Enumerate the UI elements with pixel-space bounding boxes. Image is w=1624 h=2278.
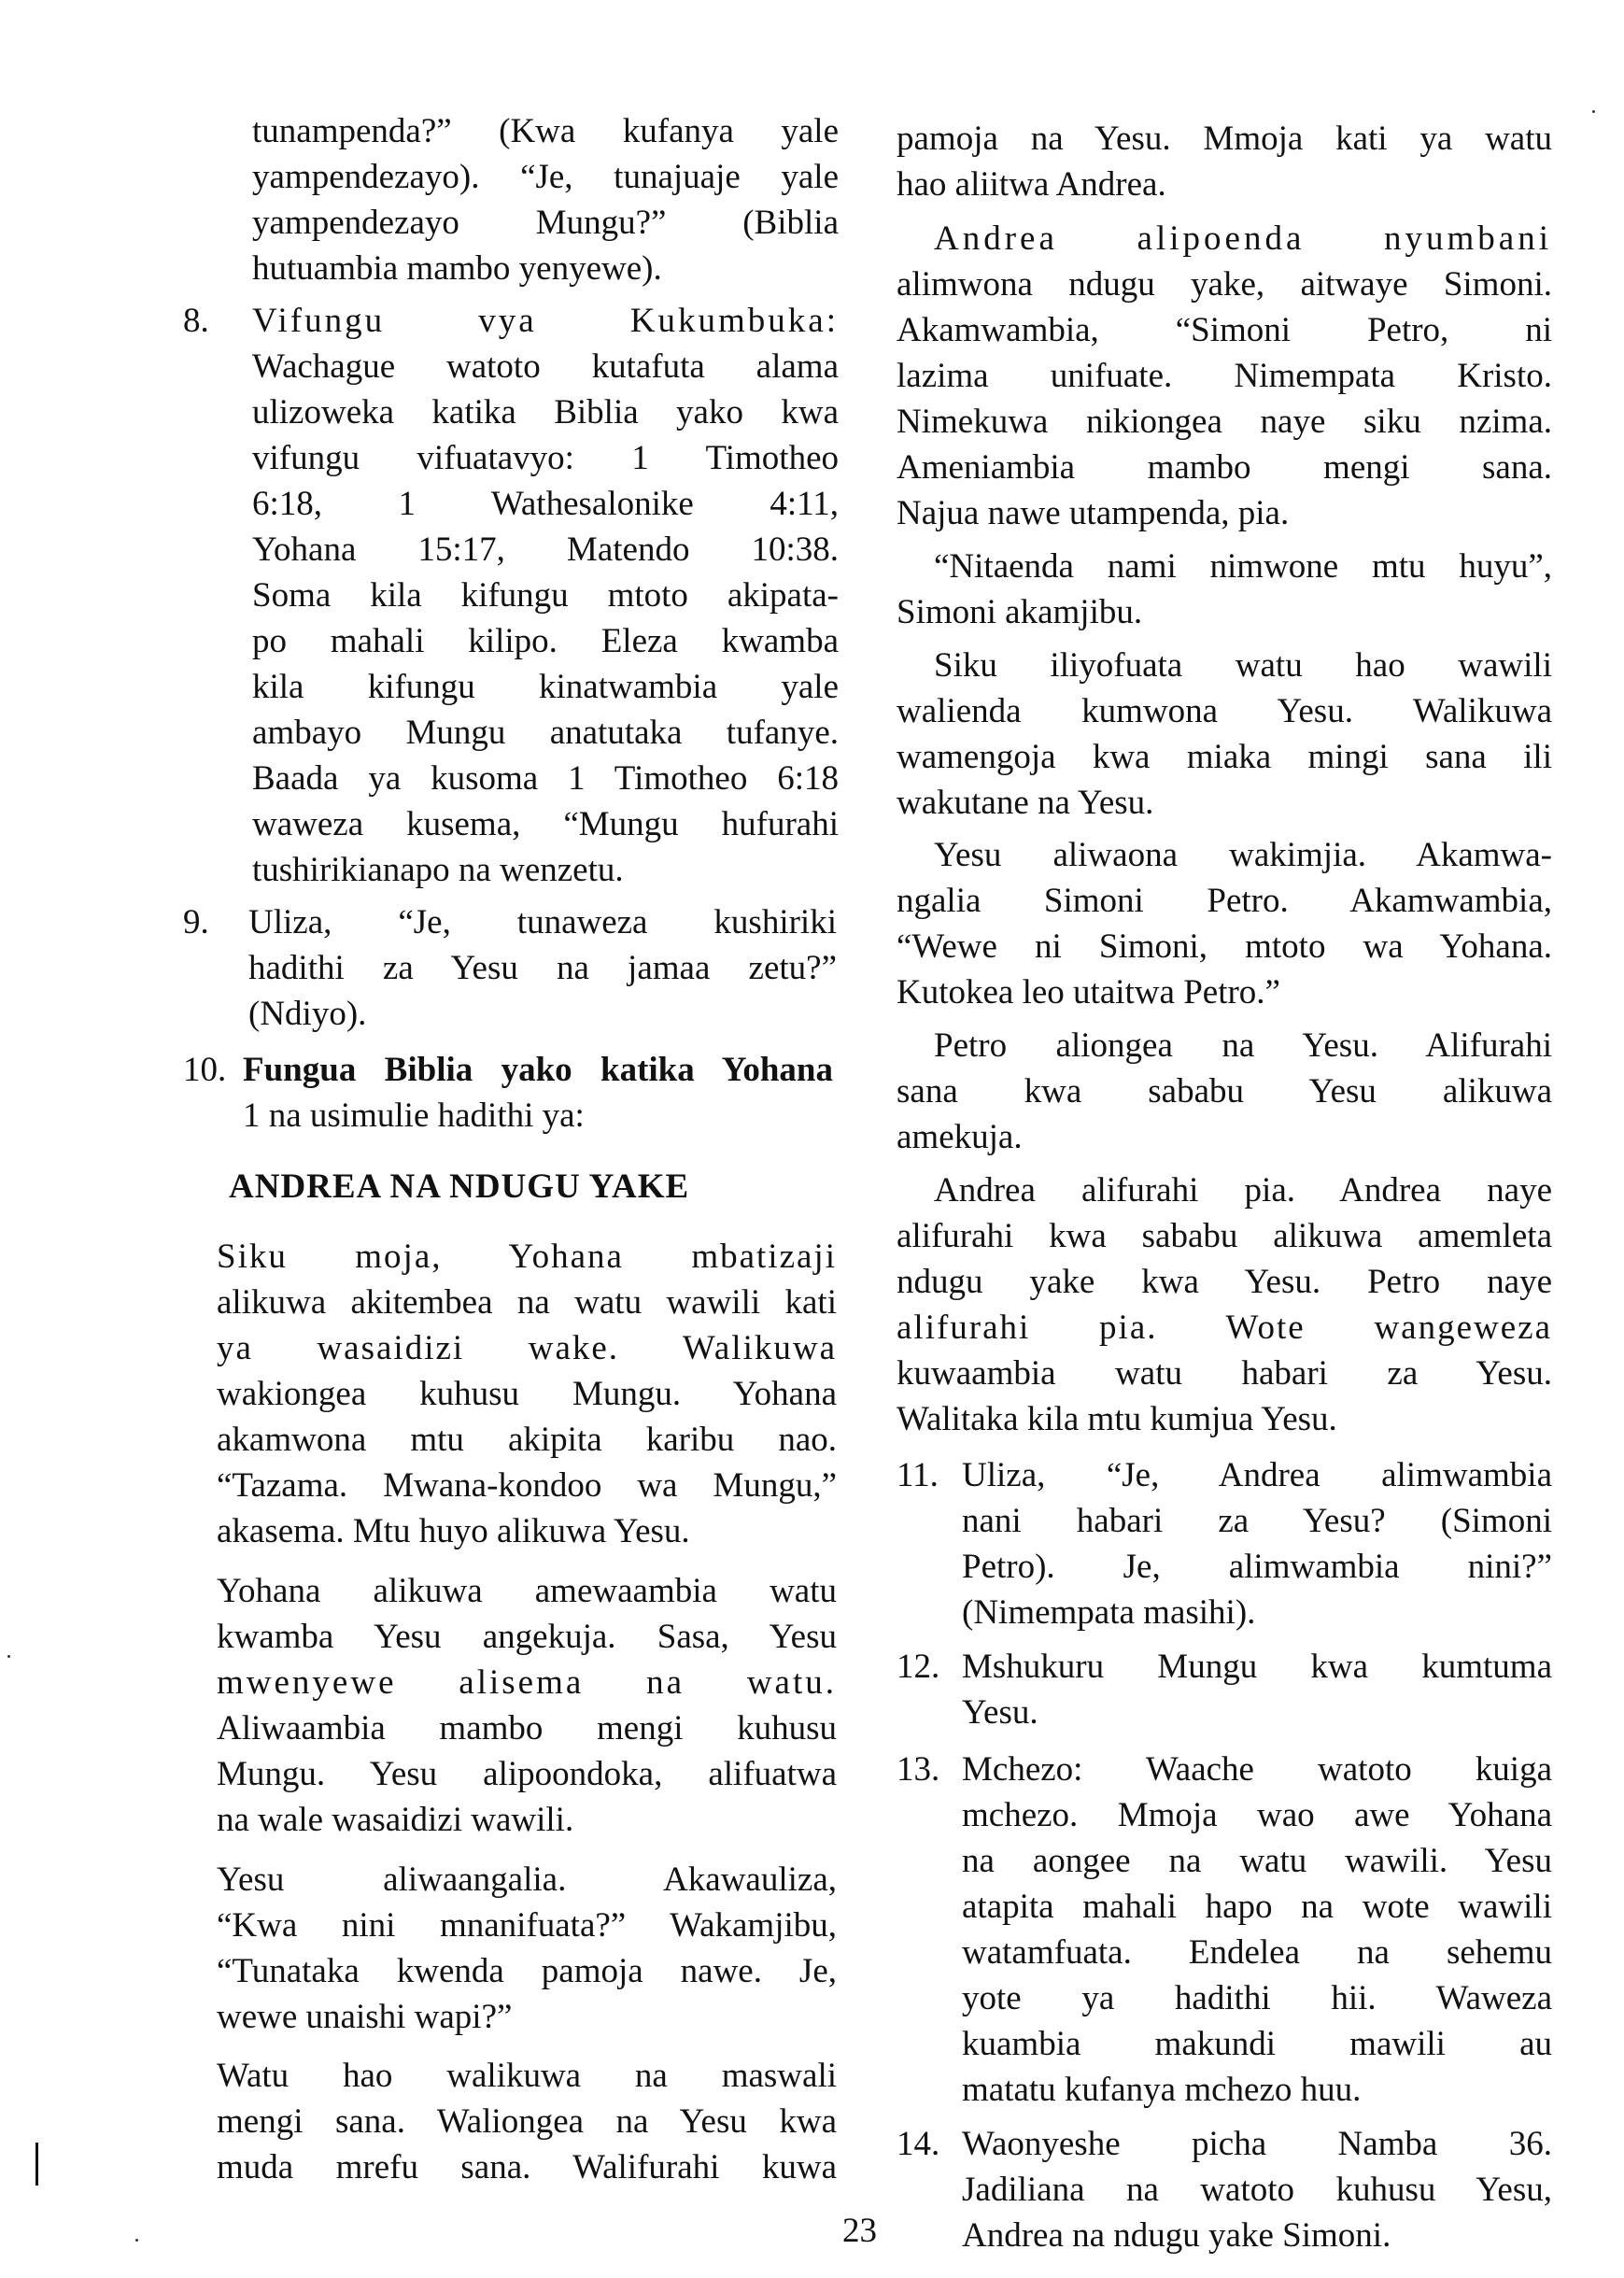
- text-line: kuambia makundi mawili au: [962, 2025, 1552, 2063]
- text-line: Vifungu vya Kukumbuka:: [252, 302, 839, 340]
- page-number: 23: [842, 2212, 877, 2250]
- item-number: 12.: [897, 1648, 940, 1686]
- text-line: “Wewe ni Simoni, mtoto wa Yohana.: [897, 927, 1552, 966]
- scan-speck: [1592, 110, 1595, 113]
- text-line: Yesu aliwaona wakimjia. Akamwa-: [934, 836, 1552, 874]
- text-line: alifurahi pia. Wote wangeweza: [897, 1309, 1552, 1347]
- text-line: nani habari za Yesu? (Simoni: [962, 1502, 1552, 1540]
- text-line: ulizoweka katika Biblia yako kwa: [252, 393, 839, 432]
- text-line: muda mrefu sana. Walifurahi kuwa: [217, 2148, 837, 2186]
- text-line: yote ya hadithi hii. Waweza: [962, 1979, 1552, 2017]
- item-number: 10.: [183, 1051, 227, 1089]
- text-line: Nimekuwa nikiongea naye siku nzima.: [897, 403, 1552, 441]
- text-line: “Nitaenda nami nimwone mtu huyu”,: [934, 547, 1552, 586]
- text-line: Yesu aliwaangalia. Akawauliza,: [217, 1861, 837, 1899]
- text-line: Najua nawe utampenda, pia.: [897, 494, 1290, 532]
- item-number: 9.: [183, 903, 209, 941]
- text-line: Andrea alifurahi pia. Andrea naye: [934, 1171, 1552, 1210]
- text-line: Kutokea leo utaitwa Petro.”: [897, 973, 1280, 1012]
- text-line: “Tunataka kwenda pamoja nawe. Je,: [217, 1952, 837, 1990]
- item-number: 13.: [897, 1750, 940, 1789]
- text-line: wakutane na Yesu.: [897, 784, 1154, 822]
- text-line: Yohana 15:17, Matendo 10:38.: [252, 531, 839, 569]
- text-line: na wale wasaidizi wawili.: [217, 1801, 574, 1839]
- text-line: Mungu. Yesu alipoondoka, alifuatwa: [217, 1755, 837, 1793]
- text-line: vifungu vifuatavyo: 1 Timotheo: [252, 439, 839, 477]
- text-line: Jadiliana na watoto kuhusu Yesu,: [962, 2171, 1552, 2209]
- text-line: Akamwambia, “Simoni Petro, ni: [897, 311, 1552, 349]
- item-number: 14.: [897, 2125, 940, 2163]
- text-line: wakiongea kuhusu Mungu. Yohana: [217, 1375, 837, 1413]
- text-line: alikuwa akitembea na watu wawili kati: [217, 1283, 837, 1322]
- text-line: 6:18, 1 Wathesalonike 4:11,: [252, 485, 839, 523]
- text-line: tunampenda?” (Kwa kufanya yale: [252, 112, 839, 150]
- text-line: 1 na usimulie hadithi ya:: [243, 1097, 585, 1135]
- text-line: lazima unifuate. Nimempata Kristo.: [897, 357, 1552, 395]
- text-line: kwamba Yesu angekuja. Sasa, Yesu: [217, 1618, 837, 1656]
- text-line-bold: Fungua Biblia yako katika Yohana: [243, 1051, 833, 1089]
- text-line: sana kwa sababu Yesu alikuwa: [897, 1072, 1552, 1111]
- text-line: Baada ya kusoma 1 Timotheo 6:18: [252, 759, 839, 798]
- text-line: mengi sana. Waliongea na Yesu kwa: [217, 2102, 837, 2141]
- text-line: po mahali kilipo. Eleza kwamba: [252, 622, 839, 660]
- text-line: Mshukuru Mungu kwa kumtuma: [962, 1648, 1552, 1686]
- item-number: 8.: [183, 302, 209, 340]
- text-line: Watu hao walikuwa na maswali: [217, 2057, 837, 2095]
- scan-speck: [7, 1655, 10, 1658]
- text-line: Yohana alikuwa amewaambia watu: [217, 1572, 837, 1610]
- text-line: Andrea alipoenda nyumbani: [934, 219, 1552, 258]
- text-line: Petro aliongea na Yesu. Alifurahi: [934, 1026, 1552, 1065]
- text-line: yampendezayo). “Je, tunajuaje yale: [252, 158, 839, 196]
- text-line: kila kifungu kinatwambia yale: [252, 668, 839, 706]
- text-line: ya wasaidizi wake. Walikuwa: [217, 1329, 837, 1367]
- text-line: “Tazama. Mwana-kondoo wa Mungu,”: [217, 1466, 837, 1505]
- text-line: waweza kusema, “Mungu hufurahi: [252, 805, 839, 843]
- text-line: Andrea na ndugu yake Simoni.: [962, 2216, 1391, 2255]
- text-line: alimwona ndugu yake, aitwaye Simoni.: [897, 265, 1552, 304]
- item-number: 11.: [897, 1456, 939, 1494]
- text-line: Walitaka kila mtu kumjua Yesu.: [897, 1400, 1337, 1438]
- text-line: amekuja.: [897, 1118, 1023, 1156]
- text-line: yampendezayo Mungu?” (Biblia: [252, 204, 839, 242]
- text-line: akamwona mtu akipita karibu nao.: [217, 1421, 837, 1459]
- text-line: wamengoja kwa miaka mingi sana ili: [897, 738, 1552, 776]
- text-line: Ameniambia mambo mengi sana.: [897, 448, 1552, 487]
- text-line: Petro). Je, alimwambia nini?”: [962, 1548, 1552, 1586]
- text-line: ndugu yake kwa Yesu. Petro naye: [897, 1263, 1552, 1301]
- text-line: “Kwa nini mnanifuata?” Wakamjibu,: [217, 1906, 837, 1945]
- text-line: Aliwaambia mambo mengi kuhusu: [217, 1709, 837, 1747]
- text-line: walienda kumwona Yesu. Walikuwa: [897, 692, 1552, 730]
- text-line: Mchezo: Waache watoto kuiga: [962, 1750, 1552, 1789]
- text-line: akasema. Mtu huyo alikuwa Yesu.: [217, 1512, 690, 1550]
- text-line: hutuambia mambo yenyewe).: [252, 249, 662, 288]
- text-line: Simoni akamjibu.: [897, 593, 1143, 631]
- text-line: Yesu.: [962, 1693, 1038, 1732]
- text-line: Soma kila kifungu mtoto akipata-: [252, 576, 839, 615]
- text-line: alifurahi kwa sababu alikuwa amemleta: [897, 1217, 1552, 1255]
- text-line: kuwaambia watu habari za Yesu.: [897, 1354, 1552, 1393]
- text-line: (Ndiyo).: [248, 995, 367, 1033]
- text-line: na aongee na watu wawili. Yesu: [962, 1842, 1552, 1880]
- story-heading: ANDREA NA NDUGU YAKE: [229, 1167, 690, 1206]
- text-line: watamfuata. Endelea na sehemu: [962, 1933, 1552, 1972]
- margin-mark: [35, 2143, 38, 2186]
- text-line: Uliza, “Je, tunaweza kushiriki: [248, 903, 837, 941]
- text-line: Waonyeshe picha Namba 36.: [962, 2125, 1552, 2163]
- text-line: mchezo. Mmoja wao awe Yohana: [962, 1796, 1552, 1834]
- text-line: (Nimempata masihi).: [962, 1593, 1256, 1632]
- text-line: hao aliitwa Andrea.: [897, 165, 1166, 204]
- text-line: ngalia Simoni Petro. Akamwambia,: [897, 882, 1552, 920]
- text-line: wewe unaishi wapi?”: [217, 1998, 513, 2036]
- text-line: ambayo Mungu anatutaka tufanye.: [252, 714, 839, 752]
- text-line: matatu kufanya mchezo huu.: [962, 2071, 1362, 2109]
- text-line: Siku moja, Yohana mbatizaji: [217, 1238, 837, 1276]
- text-line: Wachague watoto kutafuta alama: [252, 347, 839, 386]
- text-line: mwenyewe alisema na watu.: [217, 1663, 837, 1702]
- scan-speck: [135, 2239, 138, 2242]
- text-line: atapita mahali hapo na wote wawili: [962, 1888, 1552, 1926]
- text-line: hadithi za Yesu na jamaa zetu?”: [248, 949, 837, 987]
- text-line: tushirikianapo na wenzetu.: [252, 851, 624, 889]
- text-line: pamoja na Yesu. Mmoja kati ya watu: [897, 120, 1552, 158]
- text-line: Uliza, “Je, Andrea alimwambia: [962, 1456, 1552, 1494]
- text-line: Siku iliyofuata watu hao wawili: [934, 646, 1552, 685]
